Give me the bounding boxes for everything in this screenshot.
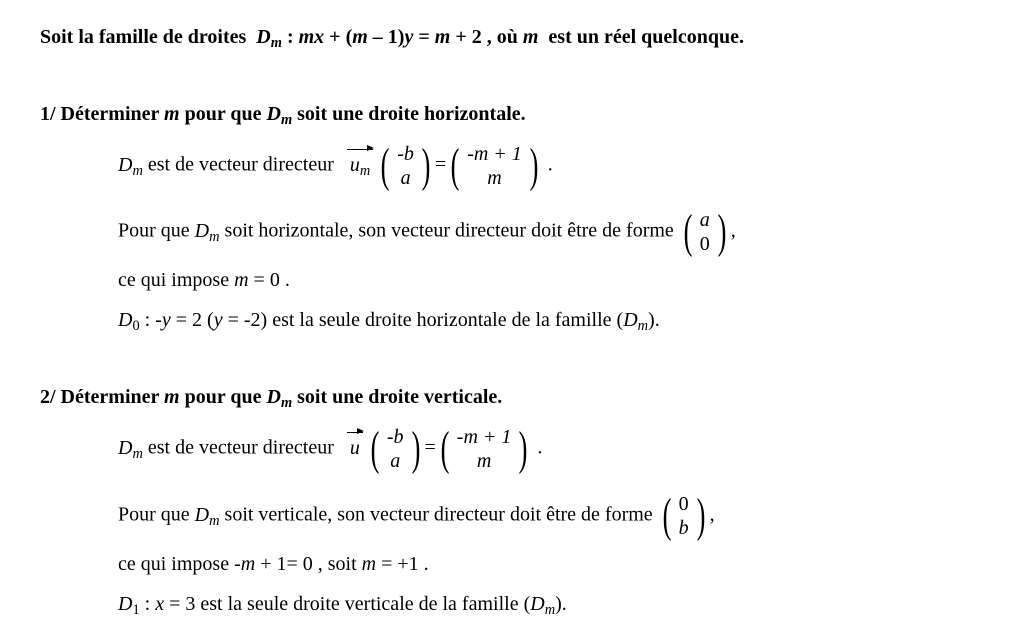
vector-form-0b: ( 0 b ) xyxy=(662,489,706,542)
vector-u: u xyxy=(349,436,361,460)
vector-m-components-2: ( -m + 1 m ) xyxy=(440,422,528,475)
family-symbol: $D_m$ xyxy=(256,26,282,52)
vector-ba-2: ( -b a ) xyxy=(370,422,420,475)
vector-form-a0: ( a 0 ) xyxy=(683,205,727,258)
q2-direction-vector-line: $D_m$ est de vecteur directeur u ( -b a ) = ( -m + 1 m ) . xyxy=(118,422,543,475)
family-equation: mx + (m – 1)y = m + 2 , où xyxy=(298,26,523,48)
q1-direction-vector-line: $D_m$ est de vecteur directeur $u_m$ ( -b a ) = ( -m + 1 m ) . xyxy=(118,139,553,192)
question-1-heading: 1/ Déterminer m pour que $D_m$ soit une droite horizontale. xyxy=(40,103,526,129)
problem-statement: Soit la famille de droites $D_m$ : mx + (m – 1)y = m + 2 , où m est un réel quelconque. xyxy=(40,26,744,52)
vector-m-components: ( -m + 1 m ) xyxy=(450,139,539,192)
question-2-heading: 2/ Déterminer m pour que $D_m$ soit une droite verticale. xyxy=(40,386,503,412)
q2-vertical-condition-line: Pour que $D_m$ soit verticale, son vecteur directeur doit être de forme ( 0 b ) , xyxy=(118,489,715,542)
q2-condition-result: ce qui impose -m + 1= 0 , soit m = +1 . xyxy=(118,553,429,575)
q1-horizontal-condition-line: Pour que $D_m$ soit horizontale, son vecteur directeur doit être de forme ( a 0 ) , xyxy=(118,205,736,258)
q1-condition-result: ce qui impose m = 0 . xyxy=(118,269,290,291)
vector-u-m: $u_m$ xyxy=(349,153,371,177)
q1-conclusion: $D_0$ : -y = 2 (y = -2) est la seule droite horizontale de la famille $(D_m)$. xyxy=(118,309,660,335)
vector-ba: ( -b a ) xyxy=(380,139,431,192)
q2-conclusion: $D_1$ : x = 3 est la seule droite verticale de la famille $(D_m)$. xyxy=(118,593,567,619)
